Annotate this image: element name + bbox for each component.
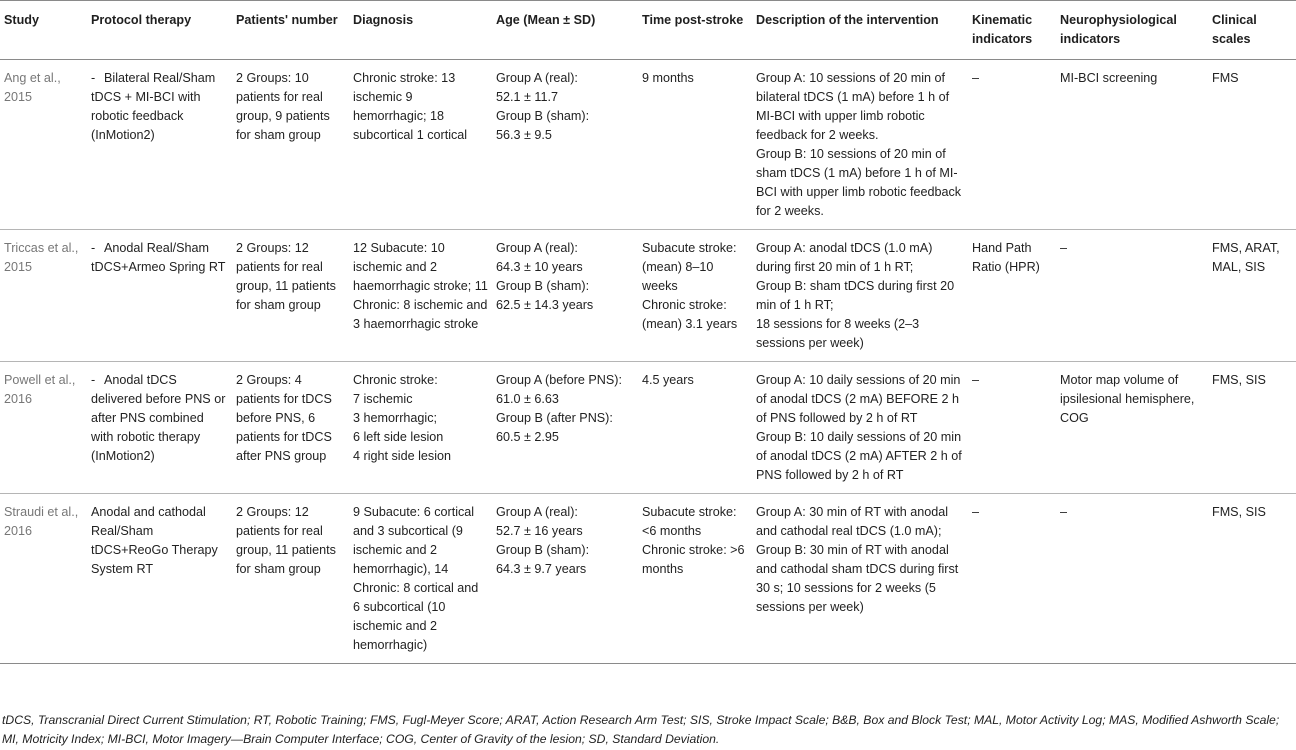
age-line: 64.3 ± 10 years	[496, 260, 583, 274]
cell-protocol	[87, 230, 232, 362]
age-line: Group B (sham):	[496, 109, 590, 123]
age-line: Group A (before PNS):	[496, 373, 622, 387]
cell-kinematic: –	[972, 373, 980, 387]
header-intervention: Description of the intervention	[756, 13, 939, 27]
age-line: 52.7 ± 16 years	[496, 524, 583, 538]
cell-intervention	[752, 230, 968, 362]
header-age: Age (Mean ± SD)	[496, 13, 596, 27]
time-line: 4.5 years	[642, 373, 694, 387]
intervention-line: Group A: 10 sessions of 20 min of bilateral tDCS (1 mA) before 1 h of MI-BCI with upper limb robotic feedback for 2 weeks.	[756, 71, 950, 142]
cell-clinical: FMS, ARAT, MAL, SIS	[1212, 241, 1280, 274]
cell-age	[492, 494, 638, 664]
cell-study: Powell et al., 2016	[4, 373, 76, 406]
age-line: 60.5 ± 2.95	[496, 430, 559, 444]
bullet-dash: -	[91, 241, 96, 255]
intervention-line: Group A: anodal tDCS (1.0 mA) during first 20 min of 1 h RT;	[756, 241, 933, 274]
table-row	[0, 362, 1296, 494]
protocol-text: Anodal tDCS delivered before PNS or after PNS combined with robotic therapy (InMotion2)	[91, 373, 226, 463]
diagnosis-line: 4 right side lesion	[353, 449, 452, 463]
table-row	[0, 230, 1296, 362]
header-diagnosis: Diagnosis	[353, 13, 414, 27]
bullet-dash: -	[91, 71, 96, 85]
cell-time	[638, 230, 752, 362]
cell-clinical: FMS	[1212, 71, 1239, 85]
age-line: 61.0 ± 6.63	[496, 392, 559, 406]
cell-age	[492, 60, 638, 230]
age-line: Group A (real):	[496, 71, 578, 85]
cell-diagnosis: 12 Subacute: 10 ischemic and 2 haemorrhagic stroke; 11 Chronic: 8 ischemic and 3 haemorrhagic stroke	[353, 241, 488, 331]
intervention-line: Group A: 30 min of RT with anodal and cathodal real tDCS (1.0 mA);	[756, 505, 949, 538]
cell-intervention	[752, 60, 968, 230]
cell-neuro: –	[1060, 505, 1068, 519]
cell-neuro: MI-BCI screening	[1060, 71, 1158, 85]
header-time: Time post-stroke	[642, 13, 744, 27]
cell-patients: 2 Groups: 4 patients for tDCS before PNS, 6 patients for tDCS after PNS group	[236, 373, 332, 463]
cell-diagnosis	[349, 362, 492, 494]
cell-diagnosis: 9 Subacute: 6 cortical and 3 subcortical (9 ischemic and 2 hemorrhagic), 14 Chronic: 8 cortical and 6 subcortical (10 ischemic and 2 hemorrhagic)	[353, 505, 479, 652]
intervention-line: Group B: sham tDCS during first 20 min of 1 h RT;	[756, 279, 955, 312]
cell-intervention	[752, 494, 968, 664]
cell-protocol	[87, 362, 232, 494]
header-clinical: Clinical scales	[1212, 13, 1257, 46]
cell-patients: 2 Groups: 12 patients for real group, 11 patients for sham group	[236, 505, 336, 576]
diagnosis-line: 3 hemorrhagic;	[353, 411, 437, 425]
diagnosis-line: Chronic stroke:	[353, 373, 438, 387]
header-study: Study	[4, 13, 39, 27]
age-line: Group B (sham):	[496, 543, 590, 557]
cell-study: Ang et al., 2015	[4, 71, 61, 104]
age-line: 62.5 ± 14.3 years	[496, 298, 594, 312]
cell-study: Triccas et al., 2015	[4, 241, 79, 274]
cell-time	[638, 362, 752, 494]
time-line: Subacute stroke: <6 months	[642, 505, 737, 538]
time-line: Subacute stroke: (mean) 8–10 weeks	[642, 241, 737, 293]
cell-study: Straudi et al., 2016	[4, 505, 79, 538]
cell-neuro: Motor map volume of ipsilesional hemisphere, COG	[1060, 373, 1195, 425]
age-line: Group A (real):	[496, 505, 578, 519]
age-line: 52.1 ± 11.7	[496, 90, 558, 104]
header-kinematic: Kinematic indicators	[972, 13, 1033, 46]
intervention-line: Group B: 10 sessions of 20 min of sham tDCS (1 mA) before 1 h of MI-BCI with upper limb robotic feedback for 2 weeks.	[756, 147, 962, 218]
intervention-line: 18 sessions for 8 weeks (2–3 sessions per week)	[756, 317, 920, 350]
cell-time	[638, 494, 752, 664]
cell-age	[492, 230, 638, 362]
cell-diagnosis: Chronic stroke: 13 ischemic 9 hemorrhagic; 18 subcortical 1 cortical	[353, 71, 468, 142]
diagnosis-line: 7 ischemic	[353, 392, 413, 406]
header-row	[0, 1, 1296, 60]
header-patients: Patients' number	[236, 13, 338, 27]
intervention-line: Group A: 10 daily sessions of 20 min of anodal tDCS (2 mA) BEFORE 2 h of PNS followed by 2 h of RT	[756, 373, 961, 425]
time-line: Chronic stroke: >6 months	[642, 543, 745, 576]
cell-clinical: FMS, SIS	[1212, 505, 1266, 519]
table-footnote: tDCS, Transcranial Direct Current Stimulation; RT, Robotic Training; FMS, Fugl-Meyer Score; ARAT, Action Research Arm Test; SIS, Stroke Impact Scale; B&B, Box and Block Test; MAL, Motor Activity Log; MAS, Modified Ashworth Scale; MI, Motricity Index; MI-BCI, Motor Imagery—Brain Computer Interface; COG, Center of Gravity of the lesion; SD, Standard Deviation.	[2, 713, 1280, 746]
age-line: 56.3 ± 9.5	[496, 128, 552, 142]
cell-kinematic: –	[972, 505, 980, 519]
cell-protocol	[87, 60, 232, 230]
time-line: Chronic stroke: (mean) 3.1 years	[642, 298, 738, 331]
table-row	[0, 494, 1296, 664]
header-neuro: Neurophysiological indicators	[1060, 13, 1177, 46]
cell-clinical: FMS, SIS	[1212, 373, 1266, 387]
cell-patients: 2 Groups: 10 patients for real group, 9 patients for sham group	[236, 71, 330, 142]
cell-age	[492, 362, 638, 494]
intervention-line: Group B: 10 daily sessions of 20 min of anodal tDCS (2 mA) AFTER 2 h of PNS followed by 2 h of RT	[756, 430, 962, 482]
cell-neuro: –	[1060, 241, 1068, 255]
protocol-text: Bilateral Real/Sham tDCS + MI-BCI with robotic feedback (InMotion2)	[91, 71, 216, 142]
age-line: 64.3 ± 9.7 years	[496, 562, 587, 576]
age-line: Group B (after PNS):	[496, 411, 613, 425]
cell-kinematic: –	[972, 71, 980, 85]
protocol-text: Anodal Real/Sham tDCS+Armeo Spring RT	[91, 241, 226, 274]
cell-kinematic: Hand Path Ratio (HPR)	[972, 241, 1040, 274]
cell-protocol: Anodal and cathodal Real/Sham tDCS+ReoGo Therapy System RT	[91, 505, 218, 576]
diagnosis-line: 6 left side lesion	[353, 430, 444, 444]
time-line: 9 months	[642, 71, 694, 85]
age-line: Group B (sham):	[496, 279, 590, 293]
intervention-line: Group B: 30 min of RT with anodal and cathodal sham tDCS during first 30 s; 10 sessions for 2 weeks (5 sessions per week)	[756, 543, 959, 614]
table-row	[0, 60, 1296, 230]
bullet-dash: -	[91, 373, 96, 387]
header-protocol: Protocol therapy	[91, 13, 192, 27]
cell-time	[638, 60, 752, 230]
cell-patients: 2 Groups: 12 patients for real group, 11 patients for sham group	[236, 241, 336, 312]
cell-intervention	[752, 362, 968, 494]
age-line: Group A (real):	[496, 241, 578, 255]
